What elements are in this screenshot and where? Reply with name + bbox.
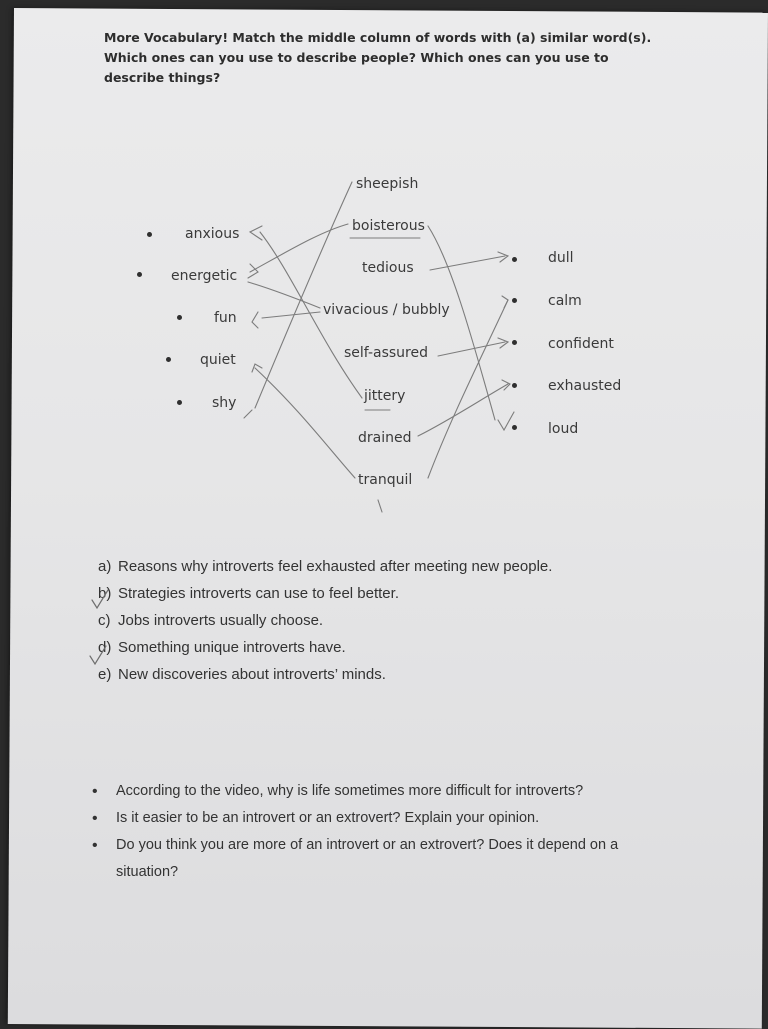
middle-word-tranquil: tranquil	[358, 472, 413, 488]
right-word-confident: confident	[548, 336, 614, 352]
item-text: Something unique introverts have.	[118, 639, 346, 656]
left-word-shy: shy	[212, 395, 237, 411]
list-item	[90, 805, 670, 832]
left-word-anxious: anxious	[185, 226, 240, 242]
middle-word-sheepish: sheepish	[356, 176, 419, 192]
question-text: Is it easier to be an introvert or an extrovert? Explain your opinion.	[116, 810, 540, 826]
item-letter: a)	[98, 558, 112, 575]
middle-word-jittery: jittery	[364, 388, 406, 404]
middle-word-tedious: tedious	[362, 260, 414, 276]
check-mark	[90, 646, 106, 664]
bullet: •	[92, 810, 98, 827]
right-word-loud: loud	[548, 421, 579, 437]
check-mark	[92, 590, 108, 608]
list-item	[90, 832, 670, 886]
item-letter: e)	[98, 666, 112, 683]
middle-word-vivacious: vivacious / bubbly	[323, 302, 450, 318]
middle-word-self-assured: self-assured	[344, 345, 428, 361]
right-word-dull: dull	[548, 250, 574, 266]
middle-word-boisterous: boisterous	[352, 218, 425, 234]
question-text: Do you think you are more of an introvert or an extrovert? Does it depend on a situation?	[116, 837, 619, 880]
item-text: Jobs introverts usually choose.	[118, 612, 324, 629]
bullet: •	[92, 837, 98, 854]
item-text: Strategies introverts can use to feel better.	[118, 585, 399, 602]
right-word-exhausted: exhausted	[548, 378, 622, 394]
worksheet-title: More Vocabulary! Match the middle column of words with (a) similar word(s). Which ones can you use to describe people? Which ones can you use to describe things?	[104, 30, 652, 85]
left-word-fun: fun	[214, 310, 237, 326]
list-item	[90, 778, 670, 805]
item-letter: d)	[98, 639, 112, 656]
item-text: New discoveries about introverts’ minds.	[118, 666, 386, 683]
right-word-calm: calm	[548, 293, 582, 309]
item-letter: c)	[98, 612, 111, 629]
bullet: •	[92, 783, 98, 800]
item-letter: b)	[98, 585, 112, 602]
left-word-energetic: energetic	[171, 268, 238, 284]
question-text: According to the video, why is life sometimes more difficult for introverts?	[116, 783, 584, 799]
discussion-questions-list	[90, 778, 670, 886]
middle-word-drained: drained	[358, 430, 412, 446]
left-word-quiet: quiet	[200, 352, 236, 368]
item-text: Reasons why introverts feel exhausted after meeting new people.	[118, 558, 553, 575]
